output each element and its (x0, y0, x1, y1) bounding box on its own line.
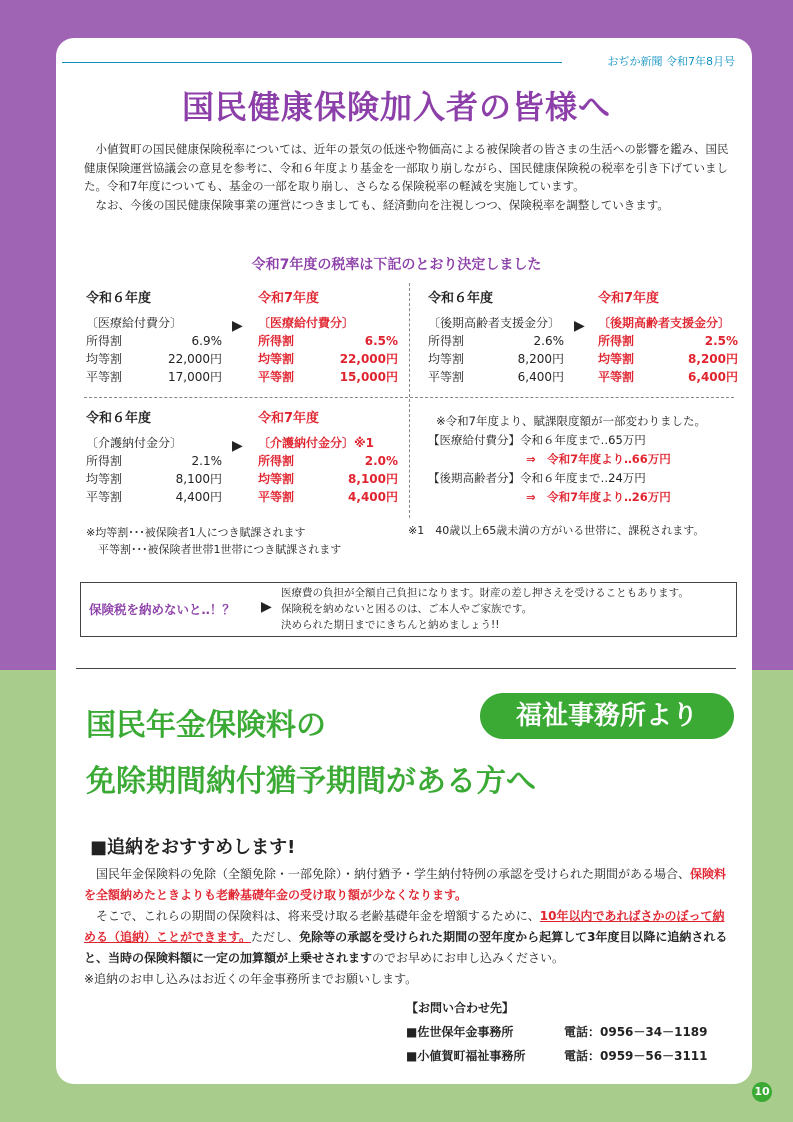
rate-value: 2.0% (364, 454, 398, 468)
footnote-levy (86, 524, 341, 558)
page-number: 10 (752, 1082, 772, 1102)
rate-label: 平等割 (598, 370, 635, 384)
intro-paragraph-2: なお、今後の国民健康保険事業の運営につきましても、経済動向を注視しつつ、保険税率を調整していきます。 (95, 197, 669, 212)
category-label: 〔後期高齢者支援金分〕 (428, 316, 561, 330)
warning-line: 保険税を納めないと困るのは、ご本人やご家族です。 (281, 603, 533, 615)
elderly-new-block (598, 290, 738, 386)
elderly-old-block (428, 290, 564, 386)
rate-value: 8,100円 (348, 472, 398, 486)
limit-note-line: ⇒ 令和7年度より‥26万円 (526, 490, 671, 504)
rate-label: 平等割 (258, 370, 295, 384)
page-title: 国民健康保険加入者の皆様へ (181, 88, 611, 126)
rate-label: 所得割 (258, 454, 295, 468)
intro-text (84, 140, 732, 214)
pension-paragraph-2 (84, 906, 732, 969)
category-label: 〔介護納付金分〕※1 (258, 436, 375, 450)
rate-label: 均等割 (258, 352, 295, 366)
bold-text: 免除等の承認を受けられた期間の翌年度から起算して3年度目以降に追納されると、当時の保険料額に一定の加算額が上乗せされます (84, 930, 728, 965)
warning-line: 決められた期日までにきちんと納めましょう!! (281, 619, 500, 631)
rate-value: 2.1% (191, 454, 222, 468)
rate-label: 平等割 (86, 370, 123, 384)
category-label: 〔医療給付費分〕 (258, 316, 355, 330)
rate-value: 4,400円 (348, 490, 398, 504)
body-text: 国民年金保険料の免除（全額免除・一部免除）・納付猶予・学生納付特例の承認を受けられた期間がある場合、 (96, 867, 691, 881)
medical-new-block (258, 290, 398, 386)
rate-label: 平等割 (428, 370, 465, 384)
rate-label: 所得割 (258, 334, 295, 348)
rate-value: 6,400円 (688, 370, 738, 384)
contact-heading: 【お問い合わせ先】 (406, 1001, 515, 1015)
body-text: ただし、 (251, 930, 300, 944)
footnote-care: ※1 40歳以上65歳未満の方がいる世帯に、課税されます。 (408, 524, 705, 537)
footnote-line: ※均等割･･･被保険者1人につき賦課されます (86, 526, 306, 539)
pension-title-line-1: 国民年金保険料の (86, 708, 326, 743)
rate-value: 22,000円 (339, 352, 398, 366)
arrow-right-icon: ▶ (574, 318, 585, 334)
care-old-block (86, 410, 222, 506)
divider-vertical (409, 283, 410, 518)
section-divider (76, 668, 736, 669)
rate-label: 所得割 (86, 334, 123, 348)
rate-label: 所得割 (598, 334, 635, 348)
year-label: 令和7年度 (258, 411, 320, 426)
rate-value: 6.5% (364, 334, 398, 348)
care-new-block (258, 410, 398, 506)
rate-value: 8,100円 (175, 472, 222, 486)
rate-label: 平等割 (258, 490, 295, 504)
rate-label: 均等割 (86, 472, 123, 486)
footnote-line: 平等割･･･被保険者世帯1世帯につき賦課されます (98, 543, 342, 556)
warning-line: 医療費の負担が全額自己負担になります。財産の差し押さえを受けることもあります。 (281, 587, 689, 599)
section-heading: ■追納をおすすめします! (90, 837, 296, 858)
rate-value: 8,200円 (688, 352, 738, 366)
rate-value: 6,400円 (517, 370, 564, 384)
contact-row (406, 1020, 708, 1044)
issue-header: おぢか新聞 令和7年8月号 (607, 55, 735, 68)
warning-text (281, 585, 689, 633)
rate-label: 所得割 (428, 334, 465, 348)
office-phone: 電話：0959－56－3111 (564, 1049, 708, 1063)
warning-label: 保険税を納めないと‥！？ (89, 602, 235, 617)
pension-body (84, 864, 732, 990)
arrow-right-icon: ▶ (232, 438, 243, 454)
rate-value: 22,000円 (168, 352, 222, 366)
category-label: 〔医療給付費分〕 (86, 316, 183, 330)
pension-paragraph-3: ※追納のお申し込みはお近くの年金事務所までお願いします。 (84, 972, 418, 986)
body-text: そこで、これらの期間の保険料は、将来受け取る老齢基礎年金を増額するために、 (96, 909, 540, 923)
rate-value: 17,000円 (168, 370, 222, 384)
rate-value: 6.9% (191, 334, 222, 348)
arrow-right-icon: ▶ (261, 599, 272, 615)
welfare-office-badge: 福祉事務所より (480, 693, 734, 739)
office-phone: 電話：0956－34－1189 (564, 1025, 708, 1039)
year-label: 令和６年度 (428, 291, 494, 306)
limit-note-line: ※令和7年度より、賦課限度額が一部変わりました。 (436, 414, 706, 428)
rate-label: 均等割 (86, 352, 123, 366)
year-label: 令和7年度 (598, 291, 660, 306)
pension-title-line-2: 免除期間納付猶予期間がある方へ (86, 764, 536, 799)
intro-paragraph-1: 小値賀町の国民健康保険税率については、近年の景気の低迷や物価高による被保険者の皆さまの生活への影響を鑑み、国民健康保険運営協議会の意見を参考に、令和６年度より基金を一部取り崩しながら、国民健康保険税の税率を引き下げていました。令和7年度についても、基金の一部を取り崩し、さらなる保険税率の軽減を実施しています。 (84, 142, 729, 193)
rate-value: 2.6% (533, 334, 564, 348)
rate-value: 8,200円 (517, 352, 564, 366)
limit-note-line: 【医療給付費分】令和６年度まで‥65万円 (428, 433, 646, 447)
contact-block (406, 996, 708, 1068)
emphasis-text: 保険料を全額納めたときよりも老齢基礎年金の受け取り額が少なくなります。 (84, 867, 727, 902)
limit-note (428, 412, 738, 507)
pension-paragraph-1 (84, 864, 732, 906)
emphasis-text: 10年以内であればさかのぼって納める（追納）ことができます。 (84, 909, 725, 944)
year-label: 令和６年度 (86, 291, 152, 306)
warning-box (80, 582, 737, 637)
rate-value: 2.5% (704, 334, 738, 348)
rate-label: 均等割 (428, 352, 465, 366)
divider-horizontal (84, 397, 734, 398)
rate-value: 15,000円 (339, 370, 398, 384)
limit-note-line: 【後期高齢者分】令和６年度まで‥24万円 (428, 471, 646, 485)
rate-label: 均等割 (598, 352, 635, 366)
limit-note-line: ⇒ 令和7年度より‥66万円 (526, 452, 671, 466)
office-name: ■佐世保年金事務所 (406, 1025, 514, 1039)
contact-row (406, 1044, 708, 1068)
rate-value: 4,400円 (175, 490, 222, 504)
rates-heading: 令和7年度の税率は下記のとおり決定しました (251, 257, 542, 273)
rate-label: 均等割 (258, 472, 295, 486)
category-label: 〔介護納付金分〕 (86, 436, 183, 450)
office-name: ■小値賀町福祉事務所 (406, 1049, 526, 1063)
medical-old-block (86, 290, 222, 386)
rate-label: 平等割 (86, 490, 123, 504)
body-text: のでお早めにお申し込みください。 (372, 951, 565, 965)
year-label: 令和7年度 (258, 291, 320, 306)
arrow-right-icon: ▶ (232, 318, 243, 334)
rate-label: 所得割 (86, 454, 123, 468)
category-label: 〔後期高齢者支援金分〕 (598, 316, 731, 330)
year-label: 令和６年度 (86, 411, 152, 426)
header-rule (62, 62, 562, 63)
